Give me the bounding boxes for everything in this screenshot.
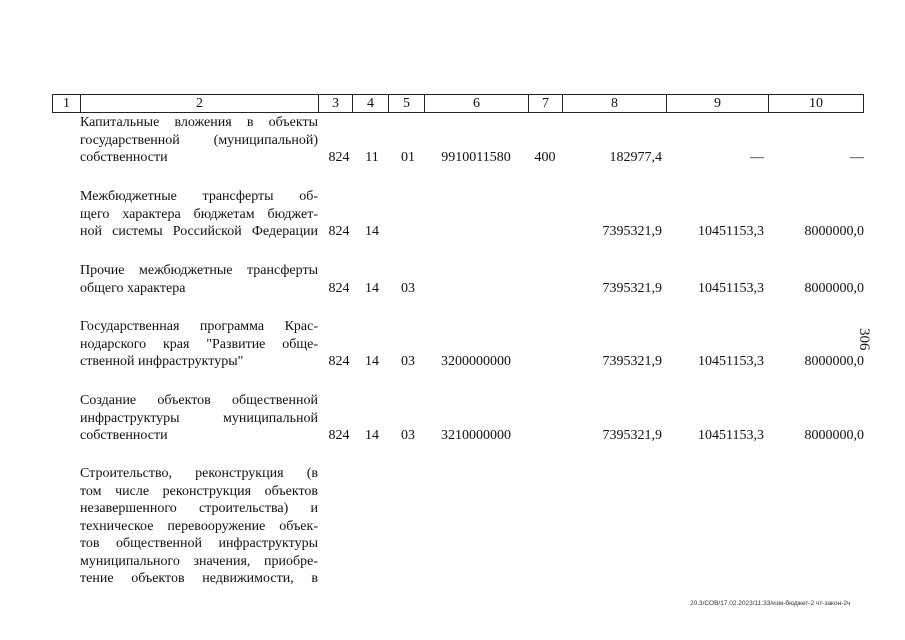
row-cell-col5: 03 bbox=[401, 428, 415, 443]
row-cell-col9: 10451153,3 bbox=[698, 428, 764, 443]
row-cell-col4: 14 bbox=[365, 428, 379, 443]
header-col-4: 4 bbox=[353, 95, 389, 112]
row-cell-col10: 8000000,0 bbox=[804, 281, 864, 296]
row-cell-col6: 3210000000 bbox=[441, 428, 511, 443]
row-cell-col3: 824 bbox=[328, 428, 350, 443]
header-col-8: 8 bbox=[563, 95, 667, 112]
page-number: 306 bbox=[856, 328, 872, 351]
row-cell-col3: 824 bbox=[328, 150, 350, 165]
row-cell-col4: 11 bbox=[365, 150, 379, 165]
row-cell-col10: — bbox=[850, 150, 864, 165]
table-header bbox=[52, 94, 864, 113]
row-cell-col9: 10451153,3 bbox=[698, 281, 764, 296]
table-row-description: Прочие межбюджетные трансферты общего характера bbox=[80, 263, 318, 296]
header-col-1: 1 bbox=[53, 95, 81, 112]
row-cell-col8: 7395321,9 bbox=[602, 281, 662, 296]
row-cell-col5: 03 bbox=[401, 281, 415, 296]
row-cell-col3: 824 bbox=[328, 281, 350, 296]
table-row-description: Строительство, реконструкция (в том числе реконструкция объектов незавершенного строительства) и техническое перевооружение объек- тов общественной инфраструктуры муниципального значения, приобре- тение объектов недвижимости, в bbox=[80, 466, 318, 586]
row-cell-col10: 8000000,0 bbox=[804, 428, 864, 443]
row-cell-col4: 14 bbox=[365, 354, 379, 369]
row-cell-col8: 7395321,9 bbox=[602, 354, 662, 369]
row-cell-col10: 8000000,0 bbox=[804, 224, 864, 239]
header-col-9: 9 bbox=[667, 95, 769, 112]
row-cell-col6: 9910011580 bbox=[441, 150, 511, 165]
header-col-5: 5 bbox=[389, 95, 425, 112]
header-col-7: 7 bbox=[529, 95, 563, 112]
row-cell-col7: 400 bbox=[534, 150, 556, 165]
header-col-6: 6 bbox=[425, 95, 529, 112]
table-row-description: Межбюджетные трансферты об- щего характера бюджетам бюджет- ной системы Российской Федерации bbox=[80, 189, 318, 239]
row-cell-col4: 14 bbox=[365, 281, 379, 296]
header-col-2: 2 bbox=[81, 95, 319, 112]
row-cell-col8: 7395321,9 bbox=[602, 428, 662, 443]
table-row-description: Государственная программа Крас- нодарского края "Развитие обще- ственной инфраструктуры" bbox=[80, 319, 318, 369]
row-cell-col5: 01 bbox=[401, 150, 415, 165]
row-cell-col8: 182977,4 bbox=[609, 150, 662, 165]
row-cell-col9: — bbox=[750, 150, 764, 165]
header-col-10: 10 bbox=[809, 96, 823, 111]
document-footer: 20.3/СОВ/17.02.2023/11:33/изм-бюджет-2 чт-закон-2ч bbox=[690, 600, 851, 607]
row-cell-col6: 3200000000 bbox=[441, 354, 511, 369]
row-cell-col10: 8000000,0 bbox=[804, 354, 864, 369]
row-cell-col9: 10451153,3 bbox=[698, 354, 764, 369]
table-row-description: Капитальные вложения в объекты государственной (муниципальной) собственности bbox=[80, 115, 318, 165]
table-row-description: Создание объектов общественной инфраструктуры муниципальной собственности bbox=[80, 393, 318, 443]
row-cell-col3: 824 bbox=[328, 224, 350, 239]
header-col-3: 3 bbox=[319, 95, 353, 112]
row-cell-col9: 10451153,3 bbox=[698, 224, 764, 239]
row-cell-col5: 03 bbox=[401, 354, 415, 369]
row-cell-col4: 14 bbox=[365, 224, 379, 239]
row-cell-col8: 7395321,9 bbox=[602, 224, 662, 239]
row-cell-col3: 824 bbox=[328, 354, 350, 369]
